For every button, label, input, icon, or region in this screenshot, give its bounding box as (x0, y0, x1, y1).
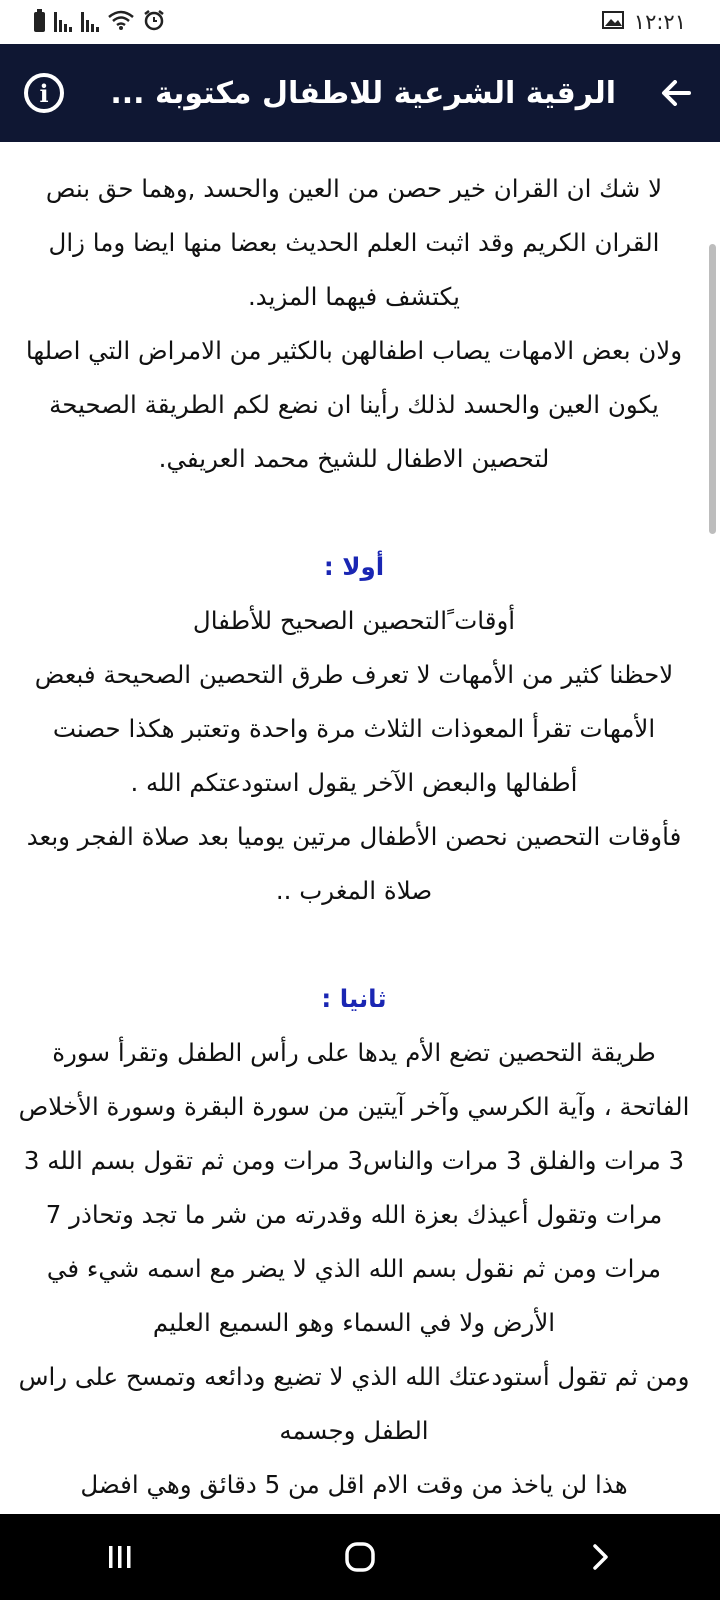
intro-paragraph: لا شك ان القران خير حصن من العين والحسد ,وهما حق بنص القران الكريم وقد اثبت العلم الحديث بعضا منها ايضا وما زال يكتشف فيهما المزيد. (45, 174, 663, 311)
gallery-notification-icon (602, 10, 624, 34)
recent-apps-icon[interactable] (90, 1527, 150, 1587)
paragraph-4: ومن ثم تقول أستودعتك الله الذي لا تضيع ودائعه وتمسح على راس الطفل وجسمه (18, 1362, 690, 1445)
paragraph-1: لاحظنا كثير من الأمهات لا تعرف طرق التحصين الصحيحة فبعض الأمهات تقرأ المعوذات الثلاث مرة واحدة وتعتبر هكذا حصنت أطفالها والبعض الآخر يقول استودعتكم الله . (34, 660, 674, 797)
status-time: ١٢:٢١ (633, 10, 686, 34)
intro-paragraph-2: ولان بعض الامهات يصاب اطفالهن بالكثير من الامراض التي اصلها يكون العين والحسد لذلك رأينا ان نضع لكم الطريقة الصحيحة لتحصين الاطفال للشيخ محمد العريفي. (25, 336, 683, 473)
info-icon[interactable]: i (24, 73, 64, 113)
article-content[interactable] (0, 142, 720, 1514)
section-heading-first: أولا : (323, 552, 385, 581)
paragraph-5: هذا لن ياخذ من وقت الام اقل من 5 دقائق وهي افضل (80, 1470, 628, 1499)
app-bar (0, 44, 720, 142)
page-title: الرقية الشرعية للاطفال مكتوبة ... (110, 75, 616, 111)
nav-back-icon[interactable] (570, 1527, 630, 1587)
paragraph-2: فأوقات التحصين نحصن الأطفال مرتين يوميا بعد صلاة الفجر وبعد صلاة المغرب .. (26, 822, 682, 905)
paragraph-3: طريقة التحصين تضع الأم يدها على رأس الطفل وتقرأ سورة الفاتحة ، وآية الكرسي وآخر آيتين من سورة البقرة وسورة الأخلاص 3 مرات والفلق 3 مرات والناس3 مرات ومن ثم تقول بسم الله 3 مرات وتقول أعيذك بعزة الله وقدرته من شر ما تجد وتحاذر 7 مرات ومن ثم نقول بسم الله الذي لا يضر مع اسمه شيء في الأرض ولا في السماء وهو السميع العليم (18, 1038, 690, 1337)
home-icon[interactable] (330, 1527, 390, 1587)
section-subtitle-first: أوقات ًالتحصين الصحيح للأطفال (192, 606, 516, 635)
system-nav-bar (0, 1514, 720, 1600)
alarm-icon (143, 9, 165, 36)
signal-sim2-icon (81, 12, 99, 32)
battery-icon (34, 12, 45, 32)
status-icons-left (34, 9, 165, 36)
arrow-back-icon[interactable] (656, 73, 696, 113)
section-heading-second: ثانيا : (321, 984, 387, 1013)
status-icons-right (602, 10, 686, 34)
signal-sim1-icon (54, 12, 72, 32)
scrollbar-thumb[interactable] (709, 244, 716, 534)
status-bar (0, 0, 720, 44)
wifi-icon (108, 10, 134, 35)
article-body (16, 162, 692, 1512)
